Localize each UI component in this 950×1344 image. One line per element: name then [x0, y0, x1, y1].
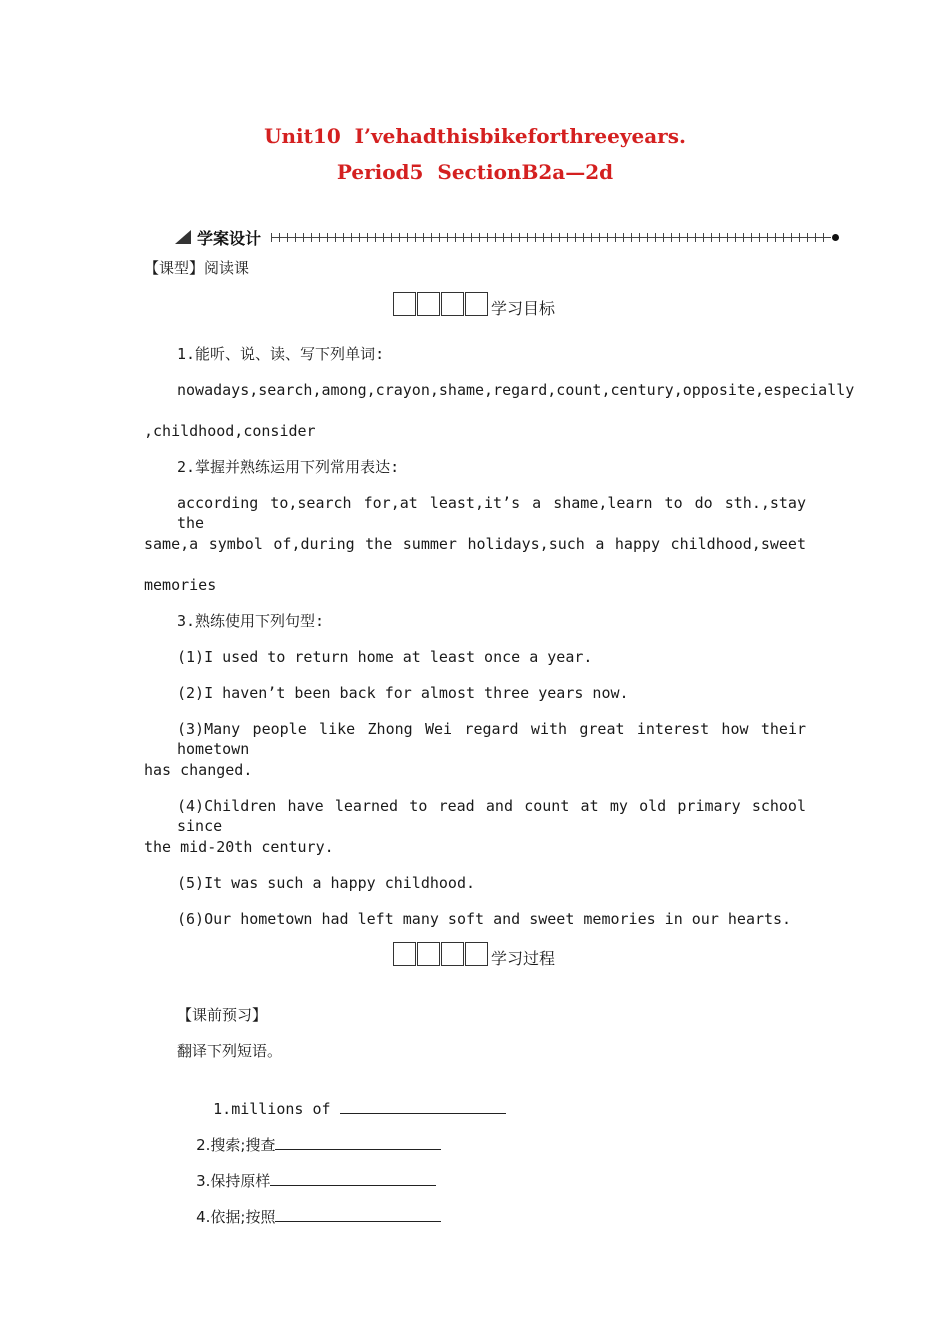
- banner-label: 学案设计: [197, 229, 262, 248]
- sentence-4-line-1: (4)Children have learned to read and count at my old primary school since: [177, 797, 806, 835]
- expressions-line-3: memories: [144, 576, 217, 594]
- phrase-number: 2.: [196, 1136, 211, 1154]
- sentence-6: (6)Our hometown had left many soft and sweet memories in our hearts.: [177, 910, 792, 928]
- sentence-1: (1)I used to return home at least once a year.: [177, 648, 593, 666]
- objective-1-heading: 1.能听、说、读、写下列单词:: [177, 345, 385, 363]
- sentence-3-line-2: has changed.: [144, 761, 253, 779]
- answer-blank[interactable]: [340, 1097, 506, 1114]
- sentence-2: (2)I haven’t been back for almost three years now.: [177, 684, 629, 702]
- phrase-text: 保持原样: [210, 1172, 271, 1190]
- lesson-type: 【课型】阅读课: [144, 259, 250, 277]
- expressions-line-1: according to,search for,at least,it’s a shame,learn to do sth.,stay the: [177, 494, 806, 532]
- phrase-number: 1.: [213, 1100, 232, 1118]
- period-title: Period5 SectionB2a—2d: [336, 160, 614, 184]
- preview-heading: 【课前预习】: [177, 1006, 268, 1024]
- vocab-line-1: nowadays,search,among,crayon,shame,regard,count,century,opposite,especially: [177, 381, 855, 399]
- unit-title: Unit10 I’vehadthisbikeforthreeyears.: [264, 124, 686, 148]
- rule-ticks: [271, 233, 831, 242]
- phrase-text: 搜索;搜查: [210, 1136, 276, 1154]
- preview-instruction: 翻译下列短语。: [177, 1042, 283, 1060]
- phrase-number: 4.: [196, 1208, 211, 1226]
- process-heading: 学习过程: [491, 949, 556, 968]
- answer-blank[interactable]: [275, 1133, 441, 1150]
- sentence-4-line-2: the mid-20th century.: [144, 838, 334, 856]
- sentence-3-line-1: (3)Many people like Zhong Wei regard with great interest how their hometown: [177, 720, 806, 758]
- heading-boxes-icon: [393, 942, 489, 964]
- vocab-line-2: ,childhood,consider: [144, 422, 316, 440]
- objective-2-heading: 2.掌握并熟练运用下列常用表达:: [177, 458, 400, 476]
- process-heading-block: [393, 942, 573, 966]
- heading-boxes-icon: [393, 292, 489, 314]
- sentence-5: (5)It was such a happy childhood.: [177, 874, 476, 892]
- triangle-icon: [175, 230, 191, 244]
- phrase-item: [177, 1185, 441, 1247]
- objectives-heading-block: [393, 292, 573, 316]
- answer-blank[interactable]: [275, 1205, 441, 1222]
- expressions-line-2: same,a symbol of,during the summer holidays,such a happy childhood,sweet: [144, 535, 806, 553]
- phrase-text: 依据;按照: [210, 1208, 276, 1226]
- answer-blank[interactable]: [270, 1169, 436, 1186]
- phrase-text: millions of: [231, 1100, 340, 1118]
- rule-end-dot: [832, 234, 839, 241]
- phrase-number: 3.: [196, 1172, 211, 1190]
- objectives-heading: 学习目标: [491, 299, 556, 318]
- section-banner: [175, 226, 840, 250]
- objective-3-heading: 3.熟练使用下列句型:: [177, 612, 325, 630]
